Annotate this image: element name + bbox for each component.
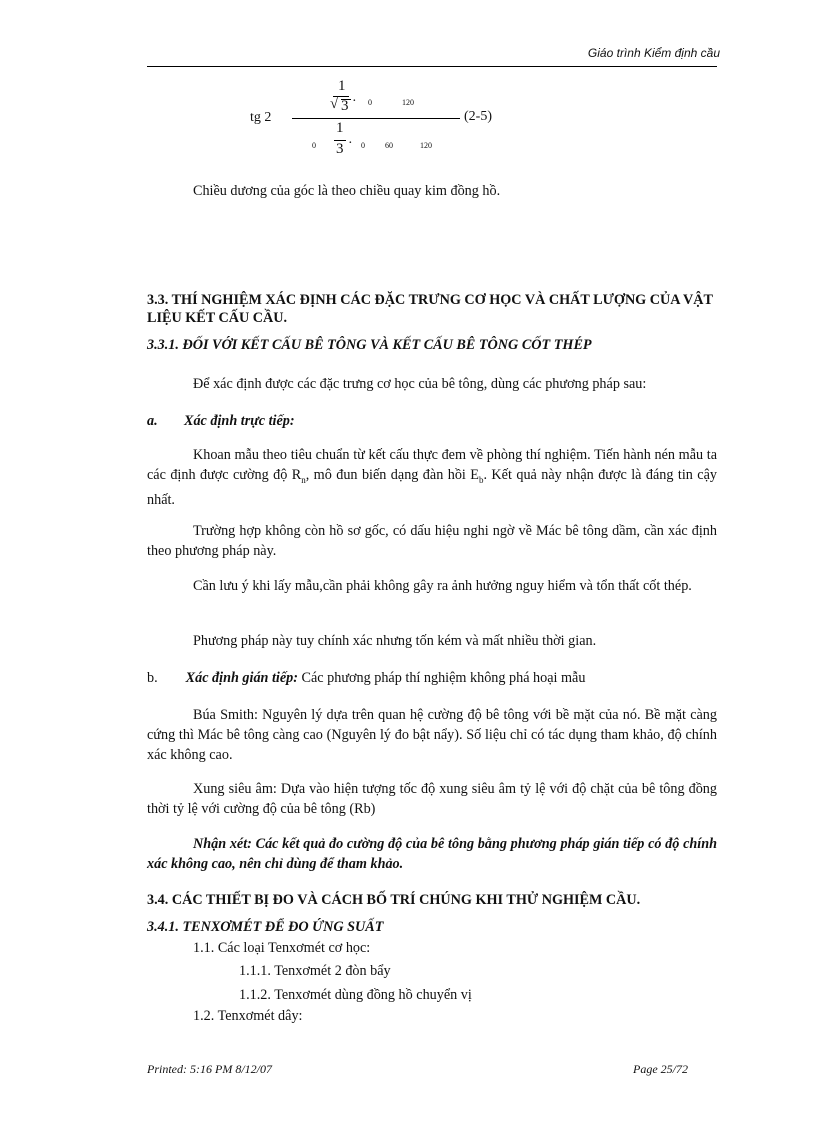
sub-b: b <box>478 474 484 485</box>
sqrt-symbol: √ <box>330 96 339 112</box>
formula-den-three: 3 <box>336 141 344 157</box>
formula-den-one: 1 <box>336 120 344 136</box>
footer-page-number: Page 25/72 <box>633 1062 688 1076</box>
paragraph-a4: Phương pháp này tuy chính xác nhưng tốn kém và mất nhiều thời gian. <box>193 633 597 649</box>
paragraph-a1: Khoan mẫu theo tiêu chuẩn từ kết cấu thực đem về phòng thí nghiệm. Tiến hành nén mẫu ta các định được cường độ $R_n$, mô đun biến dạng đàn hồi $E_b$. Kết quả này nhận được là đáng tin cậy nhất. <box>147 447 717 508</box>
section-3-4-1-title: 3.4.1. TENXƠMÉT ĐỂ ĐO ỨNG SUẤT <box>147 919 384 935</box>
section-3-3-title: 3.3. THÍ NGHIỆM XÁC ĐỊNH CÁC ĐẶC TRƯNG CƠ HỌC VÀ CHẤT LƯỢNG CỦA VẬT LIỆU KẾT CẤU CẦU. <box>147 292 713 326</box>
formula-den-120: 120 <box>420 141 432 150</box>
item-a-label: a. <box>147 413 158 429</box>
formula-dot: · <box>352 94 357 109</box>
formula-num-zero: 0 <box>368 98 372 107</box>
paragraph-a2: Trường hợp không còn hồ sơ gốc, có dấu hiệu nghi ngờ về Mác bê tông dầm, cần xác định theo phương pháp này. <box>147 523 717 559</box>
formula-main-fraction-bar <box>292 118 460 119</box>
item-b-label: b. <box>147 670 158 686</box>
formula-sqrt-three: 3 <box>341 98 349 114</box>
running-header: Giáo trình Kiểm định cầu <box>587 46 720 60</box>
item-b-line <box>147 668 717 688</box>
formula-den-zero-b: 0 <box>361 141 365 150</box>
remark-paragraph: Nhận xét: Các kết quả đo cường độ của bê tông bằng phương pháp gián tiếp có độ chính xác không cao, nên chỉ dùng để tham khảo. <box>147 836 717 872</box>
item-b-title: Xác định gián tiếp: <box>185 670 298 686</box>
formula-lhs: tg 2 <box>250 110 272 125</box>
paragraph-a3: Cần lưu ý khi lấy mẫu,cần phải không gây ra ảnh hưởng nguy hiểm và tổn thất cốt thép. <box>193 578 692 594</box>
formula-den-zero-a: 0 <box>312 141 316 150</box>
section-3-4-title: 3.4. CÁC THIẾT BỊ ĐO VÀ CÁCH BỐ TRÍ CHÚNG KHI THỬ NGHIỆM CẦU. <box>147 892 641 908</box>
item-b-text: Các phương pháp thí nghiệm không phá hoại mẫu <box>297 670 586 686</box>
angle-note: Chiều dương của góc là theo chiều quay kim đồng hồ. <box>193 183 501 199</box>
paragraph-b1: Búa Smith: Nguyên lý dựa trên quan hệ cường độ bê tông với bề mặt của nó. Bề mặt càng cứng thì Mác bê tông càng cao (Nguyên lý đo bật nẩy). Số liệu chỉ có tác dụng tham khảo, độ chính xác không cao. <box>147 707 717 763</box>
formula-num-120: 120 <box>402 98 414 107</box>
list-item-1-1-1: 1.1.1. Tenxơmét 2 đòn bẩy <box>239 963 391 979</box>
formula-label: (2-5) <box>464 109 492 124</box>
paragraph-b2: Xung siêu âm: Dựa vào hiện tượng tốc độ xung siêu âm tỷ lệ với độ chặt của bê tông đồng thời tỷ lệ với cường độ của bê tông (Rb) <box>147 781 717 817</box>
list-item-1-2: 1.2. Tenxơmét dây: <box>193 1008 303 1024</box>
formula-den-dot: · <box>348 136 353 151</box>
sub-n: n <box>301 474 306 485</box>
formula-2-5 <box>250 78 510 160</box>
item-a-title: Xác định trực tiếp: <box>184 413 295 429</box>
list-item-1-1: 1.1. Các loại Tenxơmét cơ học: <box>193 940 371 956</box>
formula-den-60: 60 <box>385 141 393 150</box>
intro-paragraph: Để xác định được các đặc trưng cơ học của bê tông, dùng các phương pháp sau: <box>193 376 647 392</box>
formula-num-one: 1 <box>338 78 346 94</box>
section-3-3-1-title: 3.3.1. ĐỐI VỚI KẾT CẤU BÊ TÔNG VÀ KẾT CẤU BÊ TÔNG CỐT THÉP <box>147 337 592 353</box>
list-item-1-1-2: 1.1.2. Tenxơmét dùng đồng hồ chuyển vị <box>239 987 472 1003</box>
header-rule <box>147 66 717 67</box>
footer-printed: Printed: 5:16 PM 8/12/07 <box>147 1062 272 1076</box>
